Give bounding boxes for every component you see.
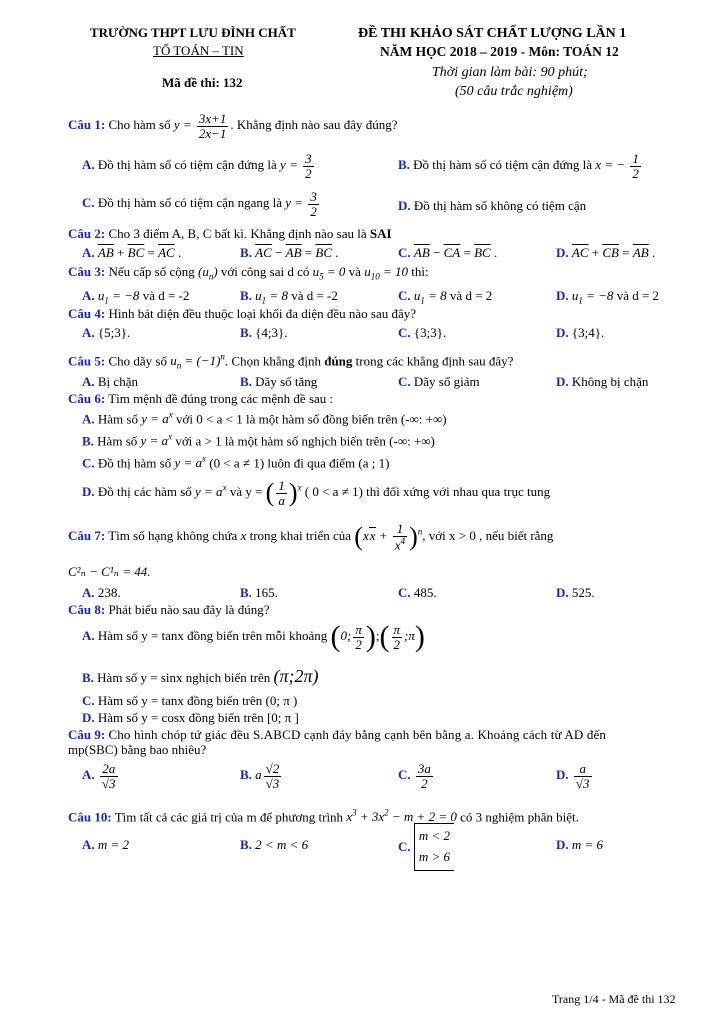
question-5: Câu 5: Cho dãy số $u_n = (-1)^n$. Chọn khẳng định đúng trong các khẳng định sau đây?: [68, 352, 514, 371]
q10-option-c[interactable]: C. m < 2 m > 6: [398, 823, 454, 871]
q3-option-c[interactable]: C. $u_1 = 8$ và d = 2: [398, 288, 493, 306]
q4-option-a[interactable]: A. {5;3}.: [82, 325, 131, 340]
q7-option-c[interactable]: C. 485.: [398, 585, 437, 600]
exam-title: ĐỀ THI KHẢO SÁT CHẤT LƯỢNG LẦN 1: [358, 26, 627, 41]
q8-option-c[interactable]: C. Hàm số y = tanx đồng biến trên (0; π ): [82, 693, 298, 708]
q5-option-a[interactable]: A. Bị chặn: [82, 374, 138, 389]
q2-option-c[interactable]: C. $\overline{AB} - \overline{CA} = \overline{BC}$ .: [398, 245, 498, 260]
q1-option-b[interactable]: B. Đồ thị hàm số có tiệm cận đứng là x = − $\frac{1}{2}$: [398, 151, 639, 181]
q1-option-c[interactable]: C. Đồ thị hàm số có tiệm cận ngang là y = $\frac{3}{2}$: [82, 189, 317, 219]
q8-option-a[interactable]: A. Hàm số y = tanx đồng biến trên mỗi khoảng (0; $\frac{\pi}{2}$ );( $\frac{\pi}{2}$ ;π): [82, 620, 425, 653]
q2-option-b[interactable]: B. $\overline{AC} - \overline{AB} = \overline{BC}$ .: [240, 245, 339, 260]
q10-option-d[interactable]: D. m = 6: [556, 837, 604, 852]
q1-label: Câu 1:: [68, 117, 106, 133]
q2-option-a[interactable]: A. $\overline{AB} + \overline{BC} = \overline{AC}$ .: [82, 245, 182, 260]
q6-option-b[interactable]: B. Hàm số $y = a^x$ với a > 1 là một hàm số nghịch biến trên (-∞: +∞): [82, 432, 435, 449]
q10-option-a[interactable]: A. m = 2: [82, 837, 130, 852]
q8-option-b[interactable]: B. Hàm số y = sinx nghịch biến trên (π;2π): [82, 666, 319, 686]
question-10: Câu 10: Tìm tất cả các giá trị của m để phương trình $x^3 + 3x^2 - m + 2 = 0$ có 3 nghiệm phân biệt.: [68, 808, 579, 825]
question-2: Câu 2: Cho 3 điểm A, B, C bất kì. Khẳng định nào sau là SAI: [68, 226, 392, 241]
q7-option-b[interactable]: B. 165.: [240, 585, 278, 600]
q8-option-d[interactable]: D. Hàm số y = cosx đồng biến trên [0; π ]: [82, 710, 299, 725]
q1-text: Cho hàm số: [108, 117, 171, 133]
q6-option-d[interactable]: D. Đồ thị các hàm số $y = a^x$ và y = ( $\frac{1}{a}$ )$^x$ ( 0 < a ≠ 1) thì đối xứng với nhau qua trục tung: [82, 477, 551, 508]
q5-option-b[interactable]: B. Dãy số tăng: [240, 374, 318, 389]
q4-option-b[interactable]: B. {4;3}.: [240, 325, 288, 340]
q2-option-d[interactable]: D. $\overline{AC} + \overline{CB} = \overline{AB}$ .: [556, 245, 656, 260]
q5-option-d[interactable]: D. Không bị chặn: [556, 374, 649, 389]
q6-option-c[interactable]: C. Đồ thị hàm số $y = a^x$ (0 < a ≠ 1) luôn đi qua điểm (a ; 1): [82, 454, 390, 471]
question-1: Câu 1: Cho hàm số y = $\frac{3x+1}{2x-1}$ . Khẳng định nào sau đây đúng?: [68, 111, 398, 141]
q7-condition: C²ₙ − C¹ₙ = 44.: [68, 564, 151, 579]
q3-option-a[interactable]: A. $u_1 = -8$ và d = -2: [82, 288, 190, 306]
question-9: Câu 9: Cho hình chóp tứ giác đều S.ABCD cạnh đáy bằng cạnh bên bằng a. Khoảng cách từ AD đến: [68, 727, 607, 742]
q7-option-a[interactable]: A. 238.: [82, 585, 121, 600]
q4-option-d[interactable]: D. {3;4}.: [556, 325, 605, 340]
question-4: Câu 4: Hình bát diện đều thuộc loại khối đa diện đều nào sau đây?: [68, 306, 417, 321]
q9-option-d[interactable]: D. $\frac{a}{√3}$: [556, 761, 590, 791]
q7-option-d[interactable]: D. 525.: [556, 585, 595, 600]
q3-option-d[interactable]: D. $u_1 = -8$ và d = 2: [556, 288, 660, 306]
exam-time: Thời gian làm bài: 90 phút;: [432, 65, 588, 80]
question-8: Câu 8: Phát biểu nào sau đây là đúng?: [68, 602, 270, 617]
exam-code: Mã đề thi: 132: [162, 75, 243, 90]
q9-option-c[interactable]: C. $\frac{3a}{2}$: [398, 761, 431, 791]
q1-option-a[interactable]: A. Đồ thị hàm số có tiệm cận đứng là y = $\frac{3}{2}$: [82, 151, 312, 181]
question-7: Câu 7: Tìm số hạng không chứa x trong khai triển của (xx + $\frac{1}{x^4}$ )$^n$, với x > 0 , nếu biết rằng: [68, 521, 554, 553]
school-name: TRƯỜNG THPT LƯU ĐÌNH CHẤT: [90, 25, 296, 40]
q10-option-b[interactable]: B. 2 < m < 6: [240, 837, 309, 852]
question-9-cont: mp(SBC) bằng bao nhiêu?: [68, 742, 207, 757]
page-footer: Trang 1/4 - Mã đề thi 132: [552, 992, 676, 1006]
q6-option-a[interactable]: A. Hàm số $y = a^x$ với 0 < a < 1 là một hàm số đồng biến trên (-∞: +∞): [82, 410, 447, 427]
exam-count: (50 câu trắc nghiệm): [455, 84, 573, 99]
exam-year-subject: NĂM HỌC 2018 – 2019 - Môn: TOÁN 12: [380, 44, 619, 59]
q1-option-d[interactable]: D. Đồ thị hàm số không có tiệm cận: [398, 198, 587, 213]
q3-option-b[interactable]: B. $u_1 = 8$ và d = -2: [240, 288, 338, 306]
q9-option-b[interactable]: B. a $\frac{√2}{√3}$: [240, 761, 280, 791]
q9-option-a[interactable]: A. $\frac{2a}{√3}$: [82, 761, 116, 791]
q5-option-c[interactable]: C. Dãy số giảm: [398, 374, 480, 389]
question-6: Câu 6: Tìm mệnh đề đúng trong các mệnh đề sau :: [68, 391, 334, 406]
department: TỔ TOÁN – TIN: [153, 43, 244, 58]
question-3: Câu 3: Nếu cấp số cộng $(u_n)$ với công sai d có $u_5 = 0$ và $u_{10} = 10$ thì:: [68, 264, 429, 282]
q4-option-c[interactable]: C. {3;3}.: [398, 325, 447, 340]
q1-text-post: . Khẳng định nào sau đây đúng?: [230, 117, 398, 133]
